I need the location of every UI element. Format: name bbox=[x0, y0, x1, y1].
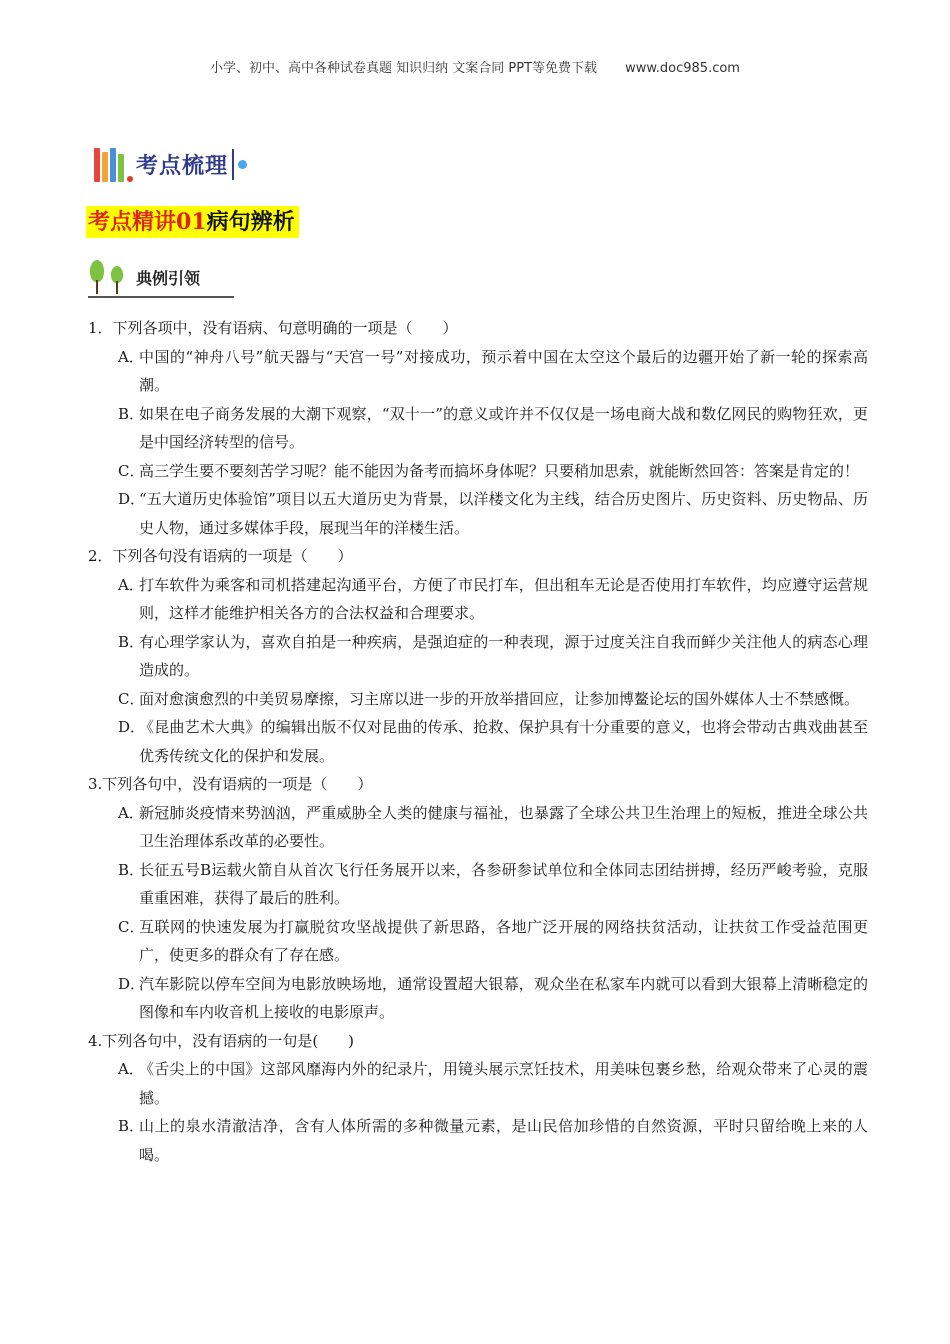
option-letter: A． bbox=[118, 1060, 144, 1078]
option-text: 如果在电子商务发展的大潮下观察，“双十一”的意义或许并不仅仅是一场电商大战和数亿网民的购物狂欢，更是中国经济转型的信号。 bbox=[139, 404, 868, 451]
option-letter: C． bbox=[118, 689, 145, 708]
option-text: 面对愈演愈烈的中美贸易摩擦，习主席以进一步的开放举措回应，让参加博鳌论坛的国外媒体人士不禁感慨。 bbox=[139, 689, 860, 708]
option-letter: C． bbox=[118, 461, 145, 480]
option-text: 中国的“神舟八号”航天器与“天宫一号”对接成功，预示着中国在太空这个最后的边疆开始了新一轮的探索高潮。 bbox=[139, 347, 868, 394]
option-text: 长征五号B运载火箭自从首次飞行任务展开以来，各参研参试单位和全体同志团结拼搏，经历严峻考验，克服重重困难，获得了最后的胜利。 bbox=[139, 860, 868, 907]
option-text: 《昆曲艺术大典》的编辑出版不仅对昆曲的传承、抢救、保护具有十分重要的意义，也将会带动古典戏曲甚至优秀传统文化的保护和发展。 bbox=[139, 718, 868, 765]
option-letter: B． bbox=[118, 404, 145, 423]
header-site-link[interactable]: www.doc985.com bbox=[625, 61, 740, 76]
option-text: 汽车影院以停车空间为电影放映场地，通常设置超大银幕，观众坐在私家车内就可以看到大银幕上清晰稳定的图像和车内收音机上接收的电影原声。 bbox=[139, 974, 868, 1021]
option-b bbox=[88, 856, 868, 913]
option-letter: A． bbox=[118, 575, 144, 594]
question-list bbox=[88, 314, 868, 1169]
tree-icon bbox=[108, 260, 126, 294]
option-letter: D． bbox=[118, 718, 146, 736]
question bbox=[88, 770, 868, 1027]
page-header bbox=[0, 57, 950, 76]
option-text: 新冠肺炎疫情来势汹汹，严重威胁全人类的健康与福祉，也暴露了全球公共卫生治理上的短板，推进全球公共卫生治理体系改革的必要性。 bbox=[139, 803, 868, 850]
question-stem: 1．下列各项中，没有语病、句意明确的一项是（ ） bbox=[88, 319, 458, 337]
example-heading bbox=[88, 258, 234, 298]
option-text: 有心理学家认为，喜欢自拍是一种疾病，是强迫症的一种表现，源于过度关注自我而鲜少关注他人的病态心理造成的。 bbox=[139, 632, 868, 679]
section-title-main: 病句辨析 bbox=[206, 209, 295, 235]
option-c bbox=[88, 913, 868, 970]
option-b bbox=[88, 1112, 868, 1169]
option-text: 山上的泉水清澈洁净，含有人体所需的多种微量元素，是山民倍加珍惜的自然资源，平时只留给晚上来的人喝。 bbox=[139, 1117, 868, 1164]
dot-icon bbox=[127, 176, 133, 182]
question bbox=[88, 314, 868, 542]
option-letter: A． bbox=[118, 347, 144, 366]
banner-title: 考点梳理 bbox=[136, 149, 234, 180]
option-letter: B． bbox=[118, 860, 145, 879]
question-stem: 3.下列各句中，没有语病的一项是（ ） bbox=[88, 775, 373, 793]
option-text: 高三学生要不要刻苦学习呢？能不能因为备考而搞坏身体呢？只要稍加思索，就能断然回答：答案是肯定的！ bbox=[139, 461, 860, 480]
option-letter: D． bbox=[118, 974, 146, 993]
bullet-icon bbox=[238, 160, 247, 169]
option-letter: B． bbox=[118, 632, 145, 651]
section-title bbox=[86, 206, 299, 238]
option-c bbox=[88, 685, 868, 714]
option-letter: D． bbox=[118, 490, 146, 508]
option-a bbox=[88, 1055, 868, 1112]
section-title-prefix: 考点精讲01 bbox=[88, 209, 207, 235]
option-a bbox=[88, 571, 868, 628]
header-text: 小学、初中、高中各种试卷真题 知识归纳 文案合同 PPT等免费下载 bbox=[210, 61, 598, 76]
question bbox=[88, 542, 868, 770]
option-text: 《舌尖上的中国》这部风靡海内外的纪录片，用镜头展示烹饪技术，用美味包裹乡愁，给观众带来了心灵的震撼。 bbox=[139, 1060, 868, 1107]
option-d bbox=[88, 713, 868, 770]
option-letter: C． bbox=[118, 917, 145, 936]
option-b bbox=[88, 400, 868, 457]
option-a bbox=[88, 343, 868, 400]
option-c bbox=[88, 457, 868, 486]
option-letter: A． bbox=[118, 803, 144, 822]
tree-icon bbox=[88, 260, 106, 294]
question bbox=[88, 1027, 868, 1170]
option-d bbox=[88, 485, 868, 542]
option-a bbox=[88, 799, 868, 856]
question-stem: 2．下列各句没有语病的一项是（ ） bbox=[88, 547, 353, 565]
question-stem: 4.下列各句中，没有语病的一句是( ) bbox=[88, 1031, 355, 1050]
books-icon bbox=[94, 146, 124, 182]
option-text: 打车软件为乘客和司机搭建起沟通平台，方便了市民打车，但出租车无论是否使用打车软件，均应遵守运营规则，这样才能维护相关各方的合法权益和合理要求。 bbox=[139, 575, 868, 622]
topic-banner bbox=[94, 142, 247, 186]
example-heading-label: 典例引领 bbox=[136, 268, 201, 288]
option-letter: B． bbox=[118, 1117, 145, 1135]
option-b bbox=[88, 628, 868, 685]
option-text: 互联网的快速发展为打赢脱贫攻坚战提供了新思路，各地广泛开展的网络扶贫活动，让扶贫工作受益范围更广，使更多的群众有了存在感。 bbox=[139, 917, 868, 964]
option-text: “五大道历史体验馆”项目以五大道历史为背景，以洋楼文化为主线，结合历史图片、历史资料、历史物品、历史人物，通过多媒体手段，展现当年的洋楼生活。 bbox=[139, 490, 868, 537]
option-d bbox=[88, 970, 868, 1027]
